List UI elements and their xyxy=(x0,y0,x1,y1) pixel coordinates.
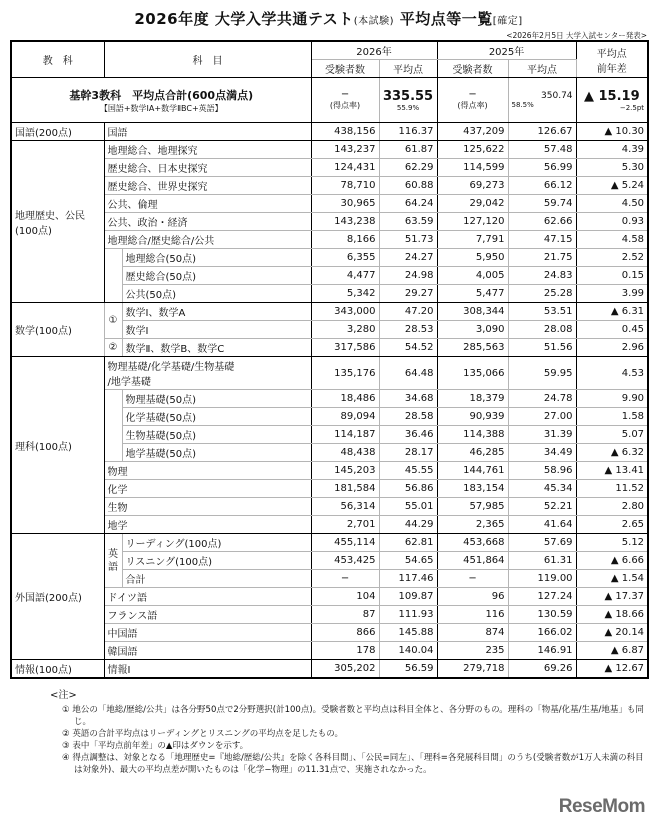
group-sugaku: 数学(100点) xyxy=(11,303,104,357)
group-chireki xyxy=(11,141,104,303)
subject-name: 公共、倫理 xyxy=(104,195,311,213)
average-2025: 57.69 xyxy=(508,534,576,552)
note-item: ③ 表中「平均点前年差」の▲印はダウンを示す。 xyxy=(62,741,249,751)
average-2025: 59.74 xyxy=(508,195,576,213)
header-2026: 2026年 xyxy=(311,41,437,60)
examinees-2026: 317,586 xyxy=(311,339,379,357)
average-2026: 61.87 xyxy=(379,141,437,159)
table-row xyxy=(11,480,648,498)
table-row xyxy=(11,642,648,660)
average-2025: 56.99 xyxy=(508,159,576,177)
average-2026: 116.37 xyxy=(379,123,437,141)
examinees-2026: 143,238 xyxy=(311,213,379,231)
examinees-2026: 89,094 xyxy=(311,408,379,426)
subject-name: 数学Ⅰ xyxy=(122,321,311,339)
average-2025: 127.24 xyxy=(508,588,576,606)
examinees-2025: 127,120 xyxy=(437,213,508,231)
note-item: ④ 得点調整は、対象となる「地理歴史=『地総/歴総/公共』を除く各科目間」、「公民=同左」、「理科=各発展科目間」のうち(受験者数が1万人未満の科目は対象外)、最大の平均点差が開いたものは「化学−物理」の11.31点で、実施されなかった。 xyxy=(62,753,644,775)
average-2025: 45.34 xyxy=(508,480,576,498)
examinees-2025: 57,985 xyxy=(437,498,508,516)
diff: 5.12 xyxy=(576,534,648,552)
examinees-2025: − xyxy=(437,570,508,588)
average-2026: 145.88 xyxy=(379,624,437,642)
subject-name: リスニング(100点) xyxy=(122,552,311,570)
rate-label: (得点率) xyxy=(329,101,361,110)
subject-name: 歴史総合(50点) xyxy=(122,267,311,285)
table-row xyxy=(11,339,648,357)
examinees-2025: 116 xyxy=(437,606,508,624)
diff: ▲ 15.19 xyxy=(583,88,640,104)
examinees-2026: 104 xyxy=(311,588,379,606)
header-examinees-2026: 受験者数 xyxy=(311,60,379,78)
subject-name: 地理総合、地理探究 xyxy=(104,141,311,159)
examinees-2025: 183,154 xyxy=(437,480,508,498)
examinees-2025: 90,939 xyxy=(437,408,508,426)
indent-spacer xyxy=(104,390,122,462)
average-2026: 56.59 xyxy=(379,660,437,679)
page-title xyxy=(0,8,657,29)
diff: 3.99 xyxy=(576,285,648,303)
average-2026: 47.20 xyxy=(379,303,437,321)
header-row-1 xyxy=(11,41,648,60)
resemom-logo: ReseMom xyxy=(558,796,645,817)
diff: ▲ 18.66 xyxy=(576,606,648,624)
summary-diff xyxy=(576,78,648,123)
diff: ▲ 12.67 xyxy=(576,660,648,679)
examinees-2025: 135,066 xyxy=(437,357,508,390)
subject-name: 国語 xyxy=(104,123,311,141)
examinees-2026: 5,342 xyxy=(311,285,379,303)
examinees-2026: 3,280 xyxy=(311,321,379,339)
average-2025: 62.66 xyxy=(508,213,576,231)
examinees-2025: 451,864 xyxy=(437,552,508,570)
examinees-2026: 6,355 xyxy=(311,249,379,267)
examinees-2025: 308,344 xyxy=(437,303,508,321)
examinees-2025: 453,668 xyxy=(437,534,508,552)
rate-2026: 55.9% xyxy=(396,103,420,112)
examinees-2026: 453,425 xyxy=(311,552,379,570)
subject-name: 生物 xyxy=(104,498,311,516)
subject-name: 数学Ⅱ、数学B、数学C xyxy=(122,339,311,357)
subject-name: 化学 xyxy=(104,480,311,498)
average-2026: 54.65 xyxy=(379,552,437,570)
subject-name: 地理総合(50点) xyxy=(122,249,311,267)
examinees-2025: 114,388 xyxy=(437,426,508,444)
average-2026: 24.27 xyxy=(379,249,437,267)
subject-name-line2: /地学基礎 xyxy=(107,377,151,388)
average-2026: 28.58 xyxy=(379,408,437,426)
examinees-2026: 143,237 xyxy=(311,141,379,159)
examinees-2025: 7,791 xyxy=(437,231,508,249)
examinees-2026: 114,187 xyxy=(311,426,379,444)
subject-name: ドイツ語 xyxy=(104,588,311,606)
average-2026: 45.55 xyxy=(379,462,437,480)
average-2025: 66.12 xyxy=(508,177,576,195)
examinees-2025: 46,285 xyxy=(437,444,508,462)
examinees-2025: 4,005 xyxy=(437,267,508,285)
examinees-2026: 78,710 xyxy=(311,177,379,195)
examinees-2026: 56,314 xyxy=(311,498,379,516)
examinees-2025: 114,599 xyxy=(437,159,508,177)
average-2025: 126.67 xyxy=(508,123,576,141)
examinees-2026: 455,114 xyxy=(311,534,379,552)
diff: ▲ 6.31 xyxy=(576,303,648,321)
summary-examinees-2025 xyxy=(437,78,508,123)
table-row xyxy=(11,123,648,141)
average-2026: 111.93 xyxy=(379,606,437,624)
examinees-2026: 305,202 xyxy=(311,660,379,679)
diff: 5.07 xyxy=(576,426,648,444)
table-row xyxy=(11,177,648,195)
diff: 4.58 xyxy=(576,231,648,249)
dash: − xyxy=(468,89,477,100)
subject-name: 地学基礎(50点) xyxy=(122,444,311,462)
average-2025: 51.56 xyxy=(508,339,576,357)
table-row xyxy=(11,534,648,552)
subject-name: リーディング(100点) xyxy=(122,534,311,552)
table-row xyxy=(11,159,648,177)
average-2025: 69.26 xyxy=(508,660,576,679)
summary-label xyxy=(11,78,311,123)
examinees-2025: 5,950 xyxy=(437,249,508,267)
table-row xyxy=(11,357,648,390)
examinees-2026: 866 xyxy=(311,624,379,642)
header-average-2025: 平均点 xyxy=(508,60,576,78)
diff: ▲ 1.54 xyxy=(576,570,648,588)
average-2026: 140.04 xyxy=(379,642,437,660)
title-paren: (本試験) xyxy=(353,16,395,27)
header-average-2026: 平均点 xyxy=(379,60,437,78)
examinees-2025: 437,209 xyxy=(437,123,508,141)
average-2025: 47.15 xyxy=(508,231,576,249)
header-examinees-2025: 受験者数 xyxy=(437,60,508,78)
table-row xyxy=(11,213,648,231)
group-kokugo: 国語(200点) xyxy=(11,123,104,141)
notes-heading: <注> xyxy=(50,690,77,701)
average-2026: 117.46 xyxy=(379,570,437,588)
diff: 4.50 xyxy=(576,195,648,213)
examinees-2026: 48,438 xyxy=(311,444,379,462)
average-2025: 24.83 xyxy=(508,267,576,285)
average-2026: 54.52 xyxy=(379,339,437,357)
table-row xyxy=(11,624,648,642)
average-2026: 51.73 xyxy=(379,231,437,249)
diff: ▲ 6.87 xyxy=(576,642,648,660)
examinees-2025: 285,563 xyxy=(437,339,508,357)
examinees-2026: 124,431 xyxy=(311,159,379,177)
examinees-2026: 87 xyxy=(311,606,379,624)
table-row xyxy=(11,231,648,249)
score-table xyxy=(10,40,649,679)
examinees-2025: 3,090 xyxy=(437,321,508,339)
examinees-2026: 18,486 xyxy=(311,390,379,408)
average-2025: 59.95 xyxy=(508,357,576,390)
examinees-2026: 2,701 xyxy=(311,516,379,534)
group-rika: 理科(100点) xyxy=(11,357,104,534)
average-2026: 60.88 xyxy=(379,177,437,195)
table-row xyxy=(11,249,648,267)
title-tail: 平均点等一覧 xyxy=(394,10,493,28)
average-2026: 109.87 xyxy=(379,588,437,606)
subject-name: 歴史総合、世界史探究 xyxy=(104,177,311,195)
diff: ▲ 6.66 xyxy=(576,552,648,570)
table-row xyxy=(11,195,648,213)
diff: 0.93 xyxy=(576,213,648,231)
average-2025: 166.02 xyxy=(508,624,576,642)
average-2025: 31.39 xyxy=(508,426,576,444)
diff: ▲ 5.24 xyxy=(576,177,648,195)
diff: 2.80 xyxy=(576,498,648,516)
diff: ▲ 6.32 xyxy=(576,444,648,462)
avg-2025: 350.74 xyxy=(541,91,573,101)
examinees-2026: 343,000 xyxy=(311,303,379,321)
table-row xyxy=(11,303,648,321)
subject-name: 数学Ⅰ、数学A xyxy=(122,303,311,321)
average-2025: 28.08 xyxy=(508,321,576,339)
examinees-2025: 96 xyxy=(437,588,508,606)
average-2026: 64.48 xyxy=(379,357,437,390)
table-row xyxy=(11,141,648,159)
average-2025: 57.48 xyxy=(508,141,576,159)
diff: 5.30 xyxy=(576,159,648,177)
average-2025: 119.00 xyxy=(508,570,576,588)
examinees-2026: 8,166 xyxy=(311,231,379,249)
average-2025: 41.64 xyxy=(508,516,576,534)
summary-average-2025 xyxy=(508,78,576,123)
average-2026: 55.01 xyxy=(379,498,437,516)
subject-name: 地理総合/歴史総合/公共 xyxy=(104,231,311,249)
examinees-2026: − xyxy=(311,570,379,588)
average-2026: 29.27 xyxy=(379,285,437,303)
header-subject: 科 目 xyxy=(104,41,311,78)
examinees-2025: 144,761 xyxy=(437,462,508,480)
note-item: ② 英語の合計平均点はリーディングとリスニングの平均点を足したもの。 xyxy=(62,729,343,739)
examinees-2025: 2,365 xyxy=(437,516,508,534)
average-2026: 63.59 xyxy=(379,213,437,231)
subject-name: 公共(50点) xyxy=(122,285,311,303)
examinees-2025: 69,273 xyxy=(437,177,508,195)
examinees-2025: 5,477 xyxy=(437,285,508,303)
summary-examinees-2026 xyxy=(311,78,379,123)
examinees-2026: 135,176 xyxy=(311,357,379,390)
publication-note: <2026年2月5日 大学入試センター発表> xyxy=(506,31,647,40)
summary-average-2026 xyxy=(379,78,437,123)
avg-2026: 335.55 xyxy=(382,88,434,104)
average-2025: 34.49 xyxy=(508,444,576,462)
subject-name: 地学 xyxy=(104,516,311,534)
examinees-2025: 235 xyxy=(437,642,508,660)
table-row xyxy=(11,516,648,534)
average-2026: 34.68 xyxy=(379,390,437,408)
examinees-2025: 874 xyxy=(437,624,508,642)
average-2025: 61.31 xyxy=(508,552,576,570)
average-2026: 24.98 xyxy=(379,267,437,285)
subject-name: 公共、政治・経済 xyxy=(104,213,311,231)
average-2026: 28.17 xyxy=(379,444,437,462)
subject-name xyxy=(104,357,311,390)
notes xyxy=(50,690,649,776)
examinees-2026: 438,156 xyxy=(311,123,379,141)
diff: 9.90 xyxy=(576,390,648,408)
summary-title: 基幹3教科 平均点合計(600点満点) xyxy=(69,88,254,102)
average-2025: 27.00 xyxy=(508,408,576,426)
average-2026: 56.86 xyxy=(379,480,437,498)
subject-name: 合計 xyxy=(122,570,311,588)
diff: ▲ 13.41 xyxy=(576,462,648,480)
group-chireki-line1: 地理歴史、公民 xyxy=(15,210,85,222)
subject-name: 中国語 xyxy=(104,624,311,642)
examinees-2025: 29,042 xyxy=(437,195,508,213)
subject-name: 物理 xyxy=(104,462,311,480)
subject-name: 歴史総合、日本史探究 xyxy=(104,159,311,177)
subject-name-line1: 物理基礎/化学基礎/生物基礎 xyxy=(107,362,235,373)
diff: 2.52 xyxy=(576,249,648,267)
examinees-2026: 181,584 xyxy=(311,480,379,498)
diff-pt: −2.5pt xyxy=(619,103,645,112)
average-2025: 21.75 xyxy=(508,249,576,267)
diff: ▲ 10.30 xyxy=(576,123,648,141)
examinees-2026: 145,203 xyxy=(311,462,379,480)
header-diff-line2: 前年差 xyxy=(596,63,627,75)
diff: 1.58 xyxy=(576,408,648,426)
rate-label: (得点率) xyxy=(457,101,488,110)
table-row xyxy=(11,462,648,480)
average-2025: 24.78 xyxy=(508,390,576,408)
subject-name: フランス語 xyxy=(104,606,311,624)
average-2026: 44.29 xyxy=(379,516,437,534)
note-item: ① 地公の「地総/歴総/公共」は各分野50点で2分野選択(計100点)。受験者数と平均点は科目全体と、各分野のもの。理科の「物基/化基/生基/地基」も同じ。 xyxy=(62,705,644,727)
title-status: [確定] xyxy=(492,16,523,27)
average-2025: 58.96 xyxy=(508,462,576,480)
average-2025: 52.21 xyxy=(508,498,576,516)
subject-name: 物理基礎(50点) xyxy=(122,390,311,408)
average-2025: 130.59 xyxy=(508,606,576,624)
examinees-2025: 18,379 xyxy=(437,390,508,408)
average-2025: 25.28 xyxy=(508,285,576,303)
subject-name: 韓国語 xyxy=(104,642,311,660)
table-row xyxy=(11,390,648,408)
header-diff xyxy=(576,41,648,78)
diff: 4.53 xyxy=(576,357,648,390)
table-row xyxy=(11,498,648,516)
diff: ▲ 20.14 xyxy=(576,624,648,642)
average-2026: 64.24 xyxy=(379,195,437,213)
diff: 0.45 xyxy=(576,321,648,339)
examinees-2026: 4,477 xyxy=(311,267,379,285)
circle-1: ① xyxy=(104,303,122,339)
circle-2: ② xyxy=(104,339,122,357)
table-row xyxy=(11,606,648,624)
rate-2025: 58.5% xyxy=(511,101,534,109)
table-row xyxy=(11,588,648,606)
header-2025: 2025年 xyxy=(437,41,576,60)
average-2026: 62.29 xyxy=(379,159,437,177)
examinees-2025: 279,718 xyxy=(437,660,508,679)
header-diff-line1: 平均点 xyxy=(596,48,627,60)
diff: ▲ 17.37 xyxy=(576,588,648,606)
table-row xyxy=(11,660,648,679)
summary-row xyxy=(11,78,648,123)
group-gaikokugo: 外国語(200点) xyxy=(11,534,104,660)
group-joho: 情報(100点) xyxy=(11,660,104,679)
examinees-2026: 178 xyxy=(311,642,379,660)
diff: 0.15 xyxy=(576,267,648,285)
average-2026: 36.46 xyxy=(379,426,437,444)
average-2026: 28.53 xyxy=(379,321,437,339)
examinees-2026: 30,965 xyxy=(311,195,379,213)
diff: 11.52 xyxy=(576,480,648,498)
average-2026: 62.81 xyxy=(379,534,437,552)
title-main: 2026年度 大学入学共通テスト xyxy=(134,10,354,28)
subject-name: 情報Ⅰ xyxy=(104,660,311,679)
dash: − xyxy=(340,89,350,100)
diff: 2.65 xyxy=(576,516,648,534)
diff: 4.39 xyxy=(576,141,648,159)
average-2025: 146.91 xyxy=(508,642,576,660)
subject-name: 化学基礎(50点) xyxy=(122,408,311,426)
english-label: 英語 xyxy=(104,534,122,588)
summary-subtitle: 【国語+数学ⅠA+数学ⅡBC+英語】 xyxy=(99,103,223,113)
header-subject-group: 教 科 xyxy=(11,41,104,78)
examinees-2025: 125,622 xyxy=(437,141,508,159)
diff: 2.96 xyxy=(576,339,648,357)
average-2025: 53.51 xyxy=(508,303,576,321)
group-chireki-line2: (100点) xyxy=(15,225,52,237)
indent-spacer xyxy=(104,249,122,303)
subject-name: 生物基礎(50点) xyxy=(122,426,311,444)
